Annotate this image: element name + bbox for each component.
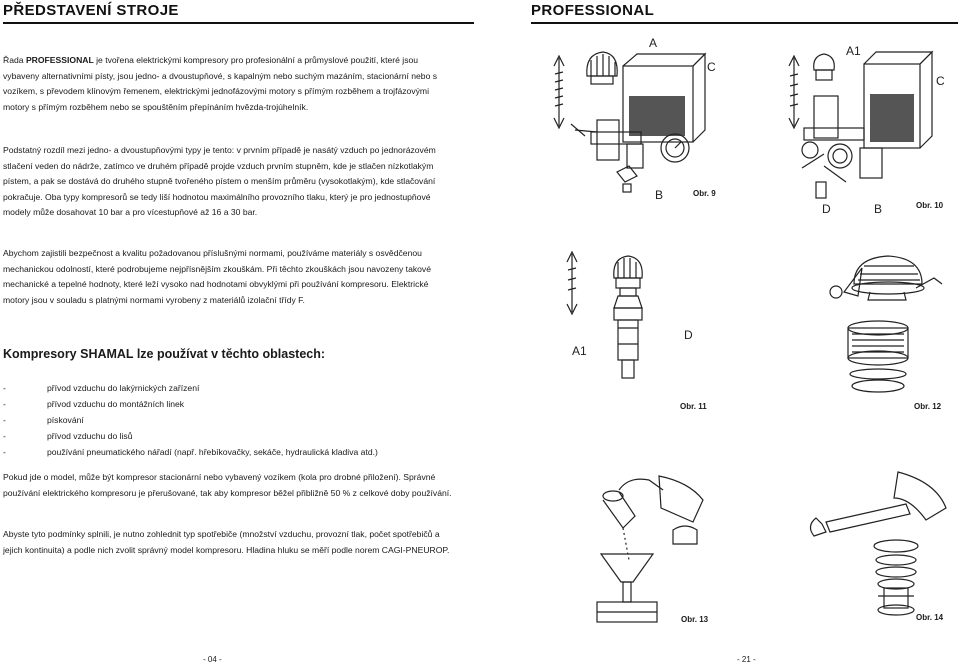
label-d: D [684, 328, 693, 342]
oil-refill-illustration [573, 470, 721, 628]
label-b: B [655, 188, 664, 202]
stages-paragraph: Podstatný rozdíl mezi jedno- a dvoustupňovými typy je tento: v prvním případě je nasátý vzduch po jednorázovém stlačení veden do nádrže, zatímco ve druhém případě projde vzduch prvním stupněm, kde je stlačen nízkotlakým pístem, a pak se dostává do druhého stupně tvořeného pístem o menším průměru (vysokotlakým), kde stlačování pokračuje. Oba typy kompresorů se tedy liší hodnotou maximálního provozního tlaku, který je pro jednostupňové modely může dosahovat 10 bar a pro vícestupňové až 16 a 30 bar. [3, 145, 436, 218]
label-c: C [707, 60, 716, 74]
header-rule-right [531, 22, 958, 24]
label-b: B [874, 202, 883, 216]
list-item-text: přívod vzduchu do lakýrnických zařízení [47, 383, 200, 393]
page-title-left: PŘEDSTAVENÍ STROJE [3, 2, 179, 19]
page-title-right: PROFESSIONAL [531, 2, 655, 19]
label-a1: A1 [846, 44, 861, 58]
header-rule-left [3, 22, 474, 24]
uses-heading: Kompresory SHAMAL lze používat v těchto oblastech: [3, 347, 326, 361]
intro-lead-post: je tvořena elektrickými kompresory pro profesionální a průmyslové použití, které jsou vybaveny alternativními písty, jsou jedno- a dvoustupňové, s kapalným nebo suchým mazáním, stacionární nebo s vozíkem, s převodem klínovým řemenem, elektrickými jednofázovými motory s přímým rozběhem a trojfázovými motory s přímým rozběhem nebo se spouštěním přepínáním hvězda-trojúhelník. [3, 55, 438, 112]
uses-list [3, 380, 473, 460]
list-dash: - [3, 399, 6, 409]
list-item-text: pískování [47, 415, 84, 425]
figure-13-caption: Obr. 13 [681, 615, 709, 624]
list-item-text: přívod vzduchu do lisů [47, 431, 133, 441]
list-item [3, 412, 473, 428]
figure-12-caption: Obr. 12 [914, 402, 942, 411]
label-a: A [649, 36, 658, 50]
wrench-maintenance-illustration [786, 468, 956, 628]
selection-paragraph: Abyste tyto podmínky splnili, je nutno zohlednit typ spotřebiče (množství vzduchu, provozní tlak, počet spotřebičů a jejich kontinuita) a podle nich zvolit správný model kompresoru. Hladina hluku se měří podle norem CAGI-PNEUROP. [3, 529, 450, 555]
figure-13 [573, 470, 721, 628]
intro-paragraph [3, 53, 451, 115]
list-dash: - [3, 447, 6, 457]
page-number-left: - 04 - [203, 655, 222, 664]
figure-9-caption: Obr. 9 [693, 189, 716, 198]
pressure-switch-two-stage-illustration [780, 36, 956, 220]
figure-14 [786, 468, 956, 628]
figure-10 [780, 36, 956, 220]
label-c: C [936, 74, 945, 88]
figure-14-caption: Obr. 14 [916, 613, 944, 622]
list-item-text: používání pneumatického nářadí (např. hřebíkovačky, sekáče, hydraulická kladiva atd.) [47, 447, 378, 457]
drain-valve-illustration [558, 248, 718, 414]
intro-lead-pre: Řada [3, 55, 26, 65]
label-d: D [822, 202, 831, 216]
list-dash: - [3, 431, 6, 441]
list-item [3, 428, 473, 444]
intro-lead-bold: PROFESSIONAL [25, 55, 94, 65]
list-dash: - [3, 383, 6, 393]
figure-11 [558, 248, 718, 414]
figure-9 [545, 36, 745, 204]
list-item [3, 444, 473, 460]
air-filter-exploded-illustration [766, 248, 956, 414]
list-dash: - [3, 415, 6, 425]
list-item [3, 396, 473, 412]
figure-10-caption: Obr. 10 [916, 201, 944, 210]
safety-paragraph: Abychom zajistili bezpečnost a kvalitu požadovanou příslušnými normami, používáme materiály s osvědčenou mechanickou odolností, které podrobujeme nejpřísnějším zkouškám. Při těchto zkouškách jsou navozeny takové mechanické a tepelné hodnoty, které leží vysoko nad hodnotami obvyklými při používání kompresoru. Elektrické motory jsou v souladu s platnými normami vyrobeny z materiálů izolační třídy F. [3, 248, 432, 305]
list-item [3, 380, 473, 396]
page-number-right: - 21 - [737, 655, 756, 664]
list-item-text: přívod vzduchu do montážních linek [47, 399, 185, 409]
figure-11-caption: Obr. 11 [680, 402, 707, 411]
label-a1: A1 [572, 344, 587, 358]
placement-paragraph: Pokud jde o model, může být kompresor stacionární nebo vybavený vozíkem (kola pro drobné přiložení). Správné používání elektrického kompresoru je přerušované, tak aby kompresor běžel přibližně 50 % z celkové doby používání. [3, 472, 452, 498]
